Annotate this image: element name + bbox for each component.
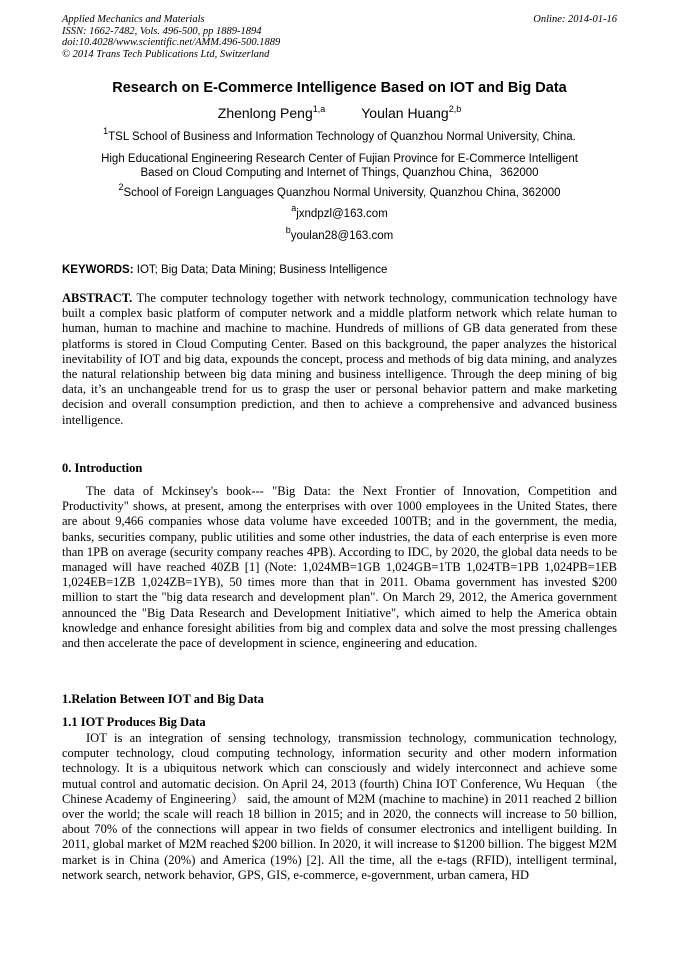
- email-a: $^a$jxndpzl@163.com: [291, 203, 388, 220]
- affiliation-1: $^1$TSL School of Business and Information Technology of Quanzhou Normal University, China.: [103, 126, 576, 143]
- abstract-text: The computer technology together with network technology, communication technology have built a complex basic platform of computer network and a middle platform network which relate human to human, human to machine and machine to machine. Hundreds of millions of GB data generated from these platforms is stored in Cloud Computing Center. Based on this background, the paper analyzes the historical inevitability of IOT and big data, expounds the concept, process and methods of big data mining, and analyzes the natural relationship between big data mining and business intelligence. Through the deep mining of big data, it’s an unchangeable trend for us to grasp the user or personal behavior pattern and make marketing decision and overall consumption prediction, and then to achieve a comprehensive and advanced business intelligence.: [62, 291, 617, 427]
- affiliation-1b: High Educational Engineering Research Center of Fujian Province for E-Commerce Intelligent Based on Cloud Computing and Internet of Things, Quanzhou China，362000: [101, 153, 578, 179]
- section-heading: 0. Introduction: [62, 461, 143, 475]
- journal-name: Applied Mechanics and Materials: [62, 14, 205, 25]
- author-sup: 1,a: [312, 104, 326, 114]
- affiliation-2: $^2$School of Foreign Languages Quanzhou Normal University, Quanzhou China, 362000: [118, 182, 561, 199]
- author-name: Zhenlong Peng: [217, 105, 313, 121]
- author-name: Youlan Huang: [361, 105, 449, 121]
- email-b: $^b$youlan28@163.com: [285, 225, 394, 242]
- keywords-text: IOT; Big Data; Data Mining; Business Intelligence: [136, 264, 388, 276]
- section-paragraph: IOT is an integration of sensing technology, transmission technology, communication technology, computer technology, cloud computing technology, information security and other modern information technology. It is a ubiquitous network which can consciously and widely interconnect and achieve some mutual control and automatic decision. On April 24, 2013 (fourth) China IOT Conference, Wu Hequan （the Chinese Academy of Engineering） said, the amount of M2M (machine to machine) in 2011 reached 2 billion over the world; the scale will reach 18 billion in 2015; and in 2020, the connects will increase to 50 billion, about 70% of the connections will appear in two fields of consumer electronics and intelligent building. In 2011, global market of M2M reached $200 billion. In 2020, it will increase to $1200 billion. The biggest M2M market is in China (20%) and America (19%) [2]. All the time, all the e-tags (RFID), intelligent terminal, network search, network behavior, GPS, GIS, e-commerce, e-government, urban camera, HD: [62, 731, 617, 882]
- author-sup: 2,b: [448, 104, 462, 114]
- online-date: Online: 2014-01-16: [533, 14, 617, 25]
- keywords-label: KEYWORDS:: [62, 264, 134, 276]
- intro-paragraph: The data of Mckinsey's book--- "Big Data: the Next Frontier of Innovation, Competition and Productivity" shows, at present, among the enterprises with over 1000 employees in the United States, there are about 9,466 companies whose data volume have exceeded 100TB; and in the government, the media, banks, securities company, public utilities and some other industries, the data of each enterprise is even more than 1PB on average (security company reaches 4PB). According to IDC, by 2020, the global data needs to be managed will have reached 40ZB [1] (Note: 1,024MB=1GB 1,024GB=1TB 1,024TB=1PB 1,024PB=1EB 1,024EB=1ZB 1,024ZB=1YB), 50 times more than that in 2011. Obama government has invested $200 million to start the "big data research and development plan". On March 29, 2012, the America government announced the "Big Data Research and Development Initiative", which aimed to help the America obtain knowledge and enhance foresight abilities from big and complex data and solve the most pressing challenges and then accelerate the pace of development in science, engineering and education.: [62, 484, 617, 651]
- doi-line: doi:10.4028/www.scientific.net/AMM.496-500.1889: [62, 37, 281, 48]
- subsection-heading: 1.1 IOT Produces Big Data: [62, 715, 206, 729]
- abstract-label: ABSTRACT.: [62, 291, 133, 305]
- affiliation-sup: 2: [118, 182, 124, 192]
- author-line: [62, 105, 617, 121]
- keywords: [62, 264, 617, 276]
- copyright-line: © 2014 Trans Tech Publications Ltd, Switzerland: [62, 48, 270, 60]
- issn-line: ISSN: 1662-7482, Vols. 496-500, pp 1889-1894: [62, 25, 262, 37]
- affiliation-sup: 1: [103, 126, 109, 136]
- abstract: [62, 291, 617, 428]
- paper-title: Research on E-Commerce Intelligence Based on IOT and Big Data: [112, 80, 567, 96]
- journal-header: [62, 14, 617, 60]
- section-heading: 1.Relation Between IOT and Big Data: [62, 692, 264, 706]
